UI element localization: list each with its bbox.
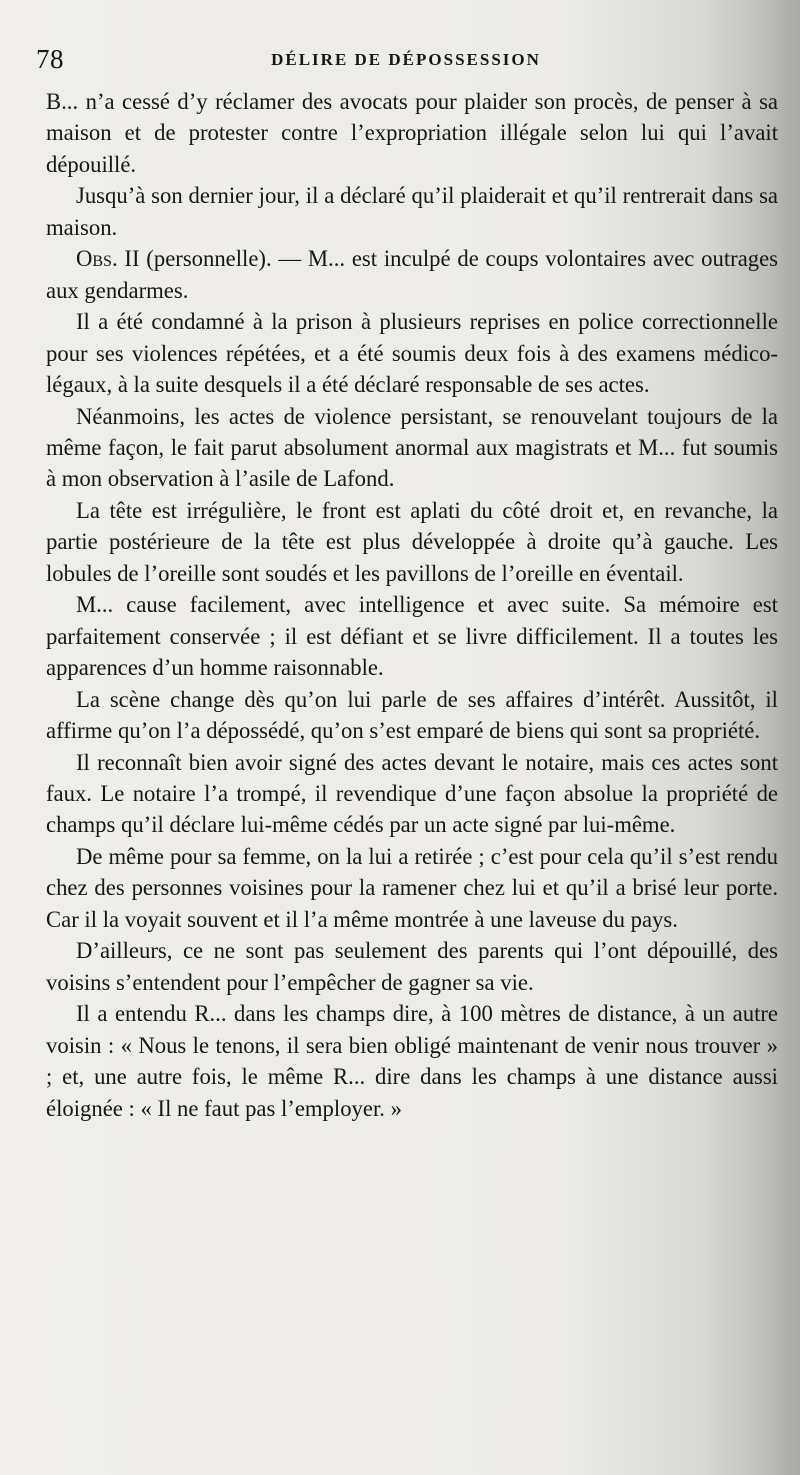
paragraph: La tête est irrégulière, le front est aplati du côté droit et, en revanche, la partie postérieure de la tête est plus développée à droite qu’à gauche. Les lobules de l’oreille sont soudés et les pavillons de l’oreille en éventail. <box>46 497 778 586</box>
paragraph: Jusqu’à son dernier jour, il a déclaré qu’il plaiderait et qu’il rentrerait dans sa maison. <box>46 183 778 240</box>
paragraph: De même pour sa femme, on la lui a retirée ; c’est pour cela qu’il s’est rendu chez des personnes voisines pour la ramener chez lui et qu’il a brisé leur porte. Car il la voyait souvent et il l’a même montrée à une laveuse du pays. <box>46 843 778 932</box>
paragraph: Il reconnaît bien avoir signé des actes devant le notaire, mais ces actes sont faux. Le notaire l’a trompé, il revendique d’une façon absolue la propriété de champs qu’il déclare lui-même cédés par un acte signé par lui-même. <box>46 749 778 838</box>
running-title: DÉLIRE DE DÉPOSSESSION <box>271 50 541 69</box>
paragraph: La scène change dès qu’on lui parle de ses affaires d’intérêt. Aussitôt, il affirme qu’on l’a dépossédé, qu’on s’est emparé de biens qui sont sa propriété. <box>46 686 778 744</box>
paragraph: Il a été condamné à la prison à plusieurs reprises en police correctionnelle pour ses violences répétées, et a été soumis deux fois à des examens médico-légaux, à la suite desquels il a été déclaré responsable de ses actes. <box>46 309 778 398</box>
paragraph: Néanmoins, les actes de violence persistant, se renouvelant toujours de la même façon, le fait parut absolument anormal aux magistrats et M... fut soumis à mon observation à l’asile de Lafond. <box>46 403 778 492</box>
paragraph: D’ailleurs, ce ne sont pas seulement des parents qui l’ont dépouillé, des voisins s’entendent pour l’empêcher de gagner sa vie. <box>46 938 778 995</box>
paragraph-text: II (personnelle). — M... est inculpé de coups volontaires avec outrages aux gendarmes. <box>46 246 779 303</box>
paragraph-observation <box>46 243 778 306</box>
page-header <box>36 44 776 78</box>
body-text <box>46 86 778 1124</box>
observation-label: Obs. <box>76 246 118 272</box>
page-number: 78 <box>36 44 64 74</box>
paragraph: M... cause facilement, avec intelligence et avec suite. Sa mémoire est parfaitement conservée ; il est défiant et se livre difficilement. Il a toutes les apparences d’un homme raisonnable. <box>46 592 778 681</box>
paragraph: B... n’a cessé d’y réclamer des avocats pour plaider son procès, de penser à sa maison et de protester contre l’expropriation illégale selon lui qui l’avait dépouillé. <box>46 89 778 177</box>
paragraph: Il a entendu R... dans les champs dire, à 100 mètres de distance, à un autre voisin : « Nous le tenons, il sera bien obligé maintenant de venir nous trouver » ; et, une autre fois, le même R... dire dans les champs à une distance aussi éloignée : « Il ne faut pas l’employer. » <box>46 1001 778 1121</box>
